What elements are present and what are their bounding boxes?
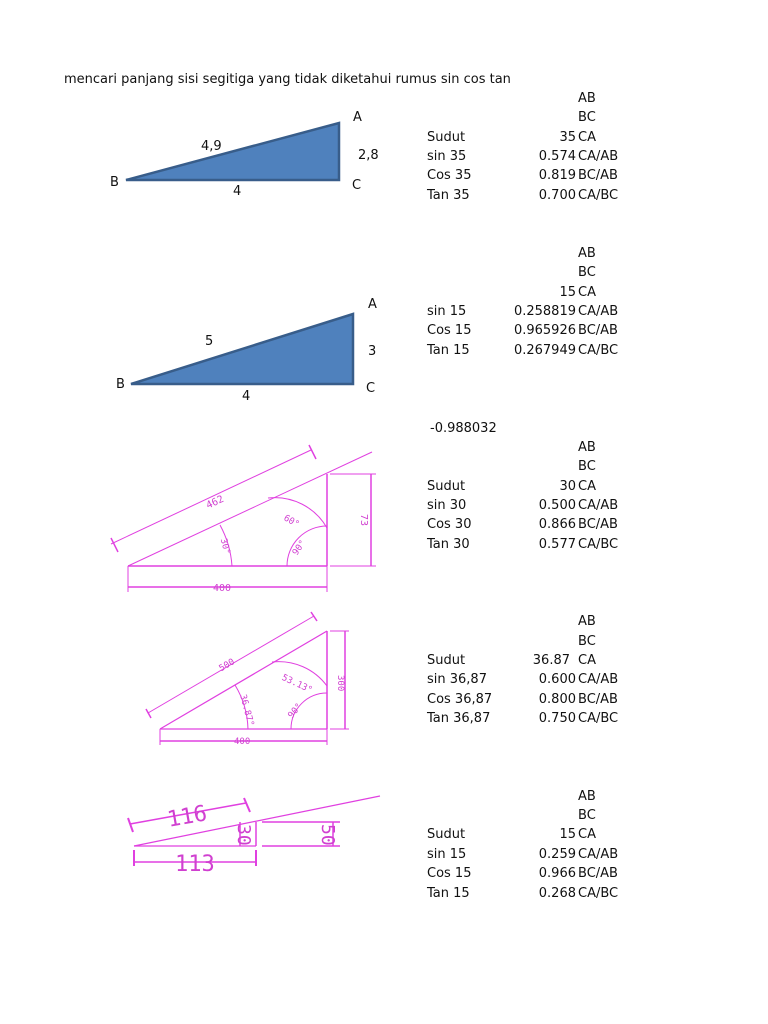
row-label: Cos 35: [427, 168, 472, 183]
row-value: 0.267949: [513, 343, 576, 358]
table-pre-value: -0.988032: [430, 421, 497, 436]
row-value: 0.500: [538, 498, 576, 513]
row-formula: CA: [578, 479, 596, 494]
triangle-adj-label: 4: [233, 184, 242, 199]
row-formula: BC/AB: [578, 692, 618, 707]
triangle-opp-label: 2,8: [358, 148, 379, 163]
row-label: Sudut: [427, 653, 466, 668]
cad-angle-right: 90°: [290, 538, 309, 558]
row-label: Tan 15: [427, 886, 470, 901]
row-value: 0.800: [538, 692, 576, 707]
vertex-c-label: C: [352, 178, 362, 193]
cad-side-label: 50: [317, 824, 338, 846]
row-value: 0.819: [538, 168, 576, 183]
row-value: 36.87: [532, 653, 570, 668]
triangle-2: [116, 297, 377, 404]
page-title: mencari panjang sisi segitiga yang tidak diketahui rumus sin cos tan: [64, 72, 511, 87]
row-label: sin 15: [427, 304, 467, 319]
cad-drawing-2: [146, 612, 349, 747]
cad-base-label: 113: [175, 852, 215, 877]
row-value: 0.750: [538, 711, 576, 726]
row-value: 0.600: [538, 672, 576, 687]
vertex-a-label: A: [353, 110, 362, 125]
cad-opp-label: 30: [233, 824, 254, 846]
row-formula: BC/AB: [578, 517, 618, 532]
cad-angle-bottom: 30°: [217, 537, 232, 556]
triangle-shape: [126, 123, 339, 180]
row-formula: CA/AB: [578, 149, 619, 164]
row-formula: CA/BC: [578, 343, 619, 358]
row-value: 0.259: [538, 847, 576, 862]
row-label: sin 35: [427, 149, 467, 164]
cad-drawing-3: [128, 796, 380, 877]
cad-hyp-label: 500: [217, 657, 237, 675]
cad-opp-label: 300: [335, 675, 345, 692]
row-formula: BC/AB: [578, 323, 618, 338]
row-label: Sudut: [427, 130, 466, 145]
row-label: Tan 15: [427, 343, 470, 358]
triangle-opp-label: 3: [368, 344, 377, 359]
row-label: Cos 36,87: [427, 692, 493, 707]
row-label: sin 30: [427, 498, 467, 513]
row-formula: CA/BC: [578, 188, 619, 203]
row-label: sin 36,87: [427, 672, 487, 687]
row-label: Cos 30: [427, 517, 472, 532]
cad-angle-right: 90°: [286, 701, 305, 721]
cad-opp-label: 73: [358, 514, 369, 527]
row-formula: CA/AB: [578, 847, 619, 862]
row-formula: CA/AB: [578, 498, 619, 513]
triangle-hyp-label: 4,9: [201, 139, 222, 154]
table-header-bc: BC: [578, 265, 596, 280]
table-header-bc: BC: [578, 808, 596, 823]
row-label: Tan 30: [427, 537, 470, 552]
cad-hyp-label: 462: [204, 493, 226, 512]
cad-drawing-1: [111, 445, 376, 594]
row-formula: CA/BC: [578, 711, 619, 726]
row-value: 0.866: [538, 517, 576, 532]
row-formula: BC/AB: [578, 168, 618, 183]
vertex-b-label: B: [110, 175, 119, 190]
row-label: Cos 15: [427, 866, 472, 881]
row-value: 0.965926: [513, 323, 576, 338]
vertex-b-label: B: [116, 377, 125, 392]
row-formula: BC/AB: [578, 866, 618, 881]
table-header-ab: AB: [578, 91, 596, 106]
vertex-c-label: C: [366, 381, 376, 396]
row-label: Tan 35: [427, 188, 470, 203]
row-value: 0.577: [538, 537, 576, 552]
row-value: 15: [559, 827, 576, 842]
triangle-1: [110, 110, 379, 199]
row-value: 0.258819: [513, 304, 576, 319]
row-value: 15: [559, 285, 576, 300]
triangle-shape: [131, 314, 353, 384]
triangle-adj-label: 4: [242, 389, 251, 404]
table-header-bc: BC: [578, 634, 596, 649]
row-label: Tan 36,87: [427, 711, 491, 726]
row-label: Sudut: [427, 479, 466, 494]
row-label: Cos 15: [427, 323, 472, 338]
cad-base-label: 400: [213, 583, 232, 594]
triangle-hyp-label: 5: [205, 334, 214, 349]
row-value: 0.966: [538, 866, 576, 881]
cad-hyp-label: 116: [165, 801, 209, 833]
table-header-ab: AB: [578, 246, 596, 261]
table-header-bc: BC: [578, 459, 596, 474]
row-formula: CA: [578, 827, 596, 842]
row-value: 0.700: [538, 188, 576, 203]
row-formula: CA/BC: [578, 886, 619, 901]
row-formula: CA/BC: [578, 537, 619, 552]
row-value: 0.574: [538, 149, 576, 164]
table-header-ab: AB: [578, 614, 596, 629]
row-formula: CA/AB: [578, 672, 619, 687]
row-formula: CA: [578, 130, 596, 145]
row-formula: CA: [578, 285, 596, 300]
cad-angle-top: 53.13°: [279, 673, 314, 696]
row-formula: CA: [578, 653, 596, 668]
row-value: 0.268: [538, 886, 576, 901]
row-label: sin 15: [427, 847, 467, 862]
row-formula: CA/AB: [578, 304, 619, 319]
row-label: Sudut: [427, 827, 466, 842]
table-header-ab: AB: [578, 440, 596, 455]
row-value: 30: [559, 479, 576, 494]
cad-angle-top: 60°: [281, 513, 301, 531]
vertex-a-label: A: [368, 297, 377, 312]
row-value: 35: [559, 130, 576, 145]
cad-base-label: 400: [234, 737, 251, 747]
cad-angle-bottom: 36.87°: [237, 693, 256, 728]
table-header-bc: BC: [578, 110, 596, 125]
table-header-ab: AB: [578, 789, 596, 804]
